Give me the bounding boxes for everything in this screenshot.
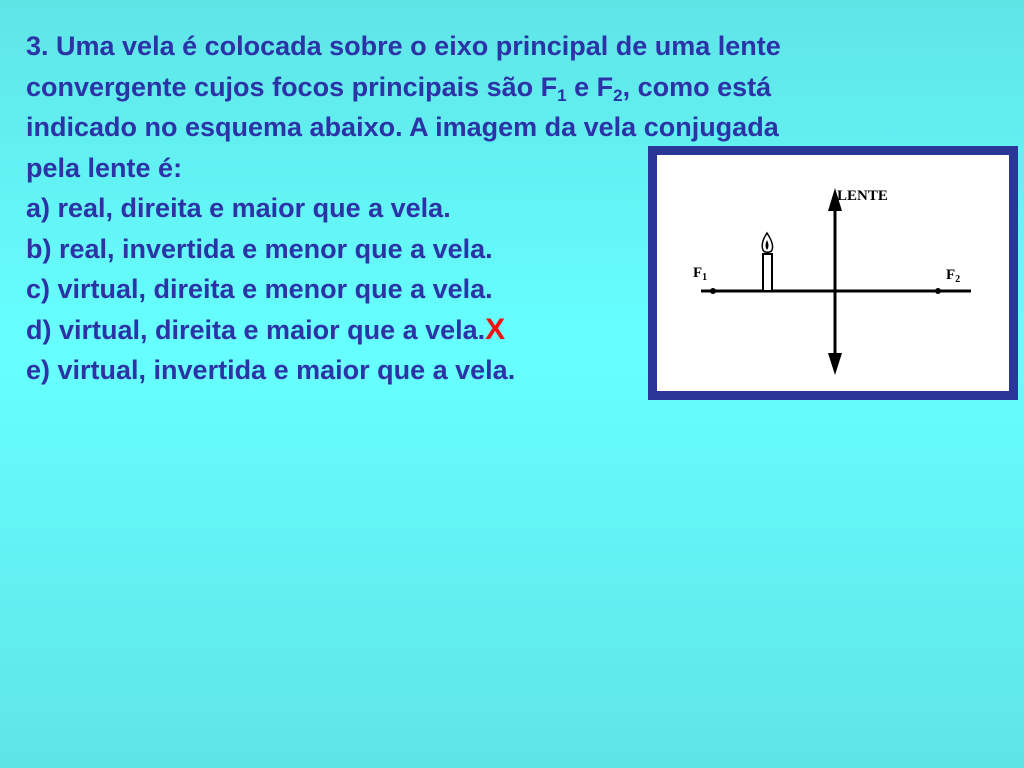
f2-letter: F — [946, 267, 956, 283]
question-line-1: 3. Uma vela é colocada sobre o eixo principal de uma lente — [26, 31, 781, 61]
f1-letter: F — [693, 265, 703, 281]
option-a: a) real, direita e maior que a vela. — [26, 193, 451, 223]
answer-mark: X — [485, 312, 506, 346]
f1-sub: 1 — [702, 272, 708, 283]
focus-f1-point — [710, 288, 716, 294]
focus-f2-point — [935, 288, 941, 294]
option-b: b) real, invertida e menor que a vela. — [26, 233, 493, 264]
focus-f1-label — [693, 265, 707, 283]
option-e: e) virtual, invertida e maior que a vela. — [26, 355, 516, 385]
option-d-text: d) virtual, direita e maior que a vela. — [26, 314, 486, 345]
question-line-2-part-c: , como está — [622, 71, 772, 102]
lens-label: LENTE — [837, 188, 888, 204]
question-line-2-part-b: e F — [566, 71, 614, 102]
lens-bottom-arrowhead — [828, 353, 842, 375]
question-line-2 — [26, 67, 1016, 108]
question-line-4: pela lente é: — [26, 152, 183, 183]
lens-diagram-svg — [657, 155, 1009, 391]
lens-diagram — [648, 146, 1018, 400]
focus-f2-label — [946, 267, 960, 285]
f2-sub: 2 — [955, 274, 961, 285]
f2-subscript: 2 — [613, 85, 623, 105]
candle-body — [763, 254, 772, 291]
question-line-2-part-a: convergente cujos focos principais são F — [26, 71, 558, 102]
question-line-3: indicado no esquema abaixo. A imagem da vela conjugada — [26, 112, 779, 142]
option-c: c) virtual, direita e menor que a vela. — [26, 274, 493, 304]
f1-subscript: 1 — [557, 85, 567, 105]
